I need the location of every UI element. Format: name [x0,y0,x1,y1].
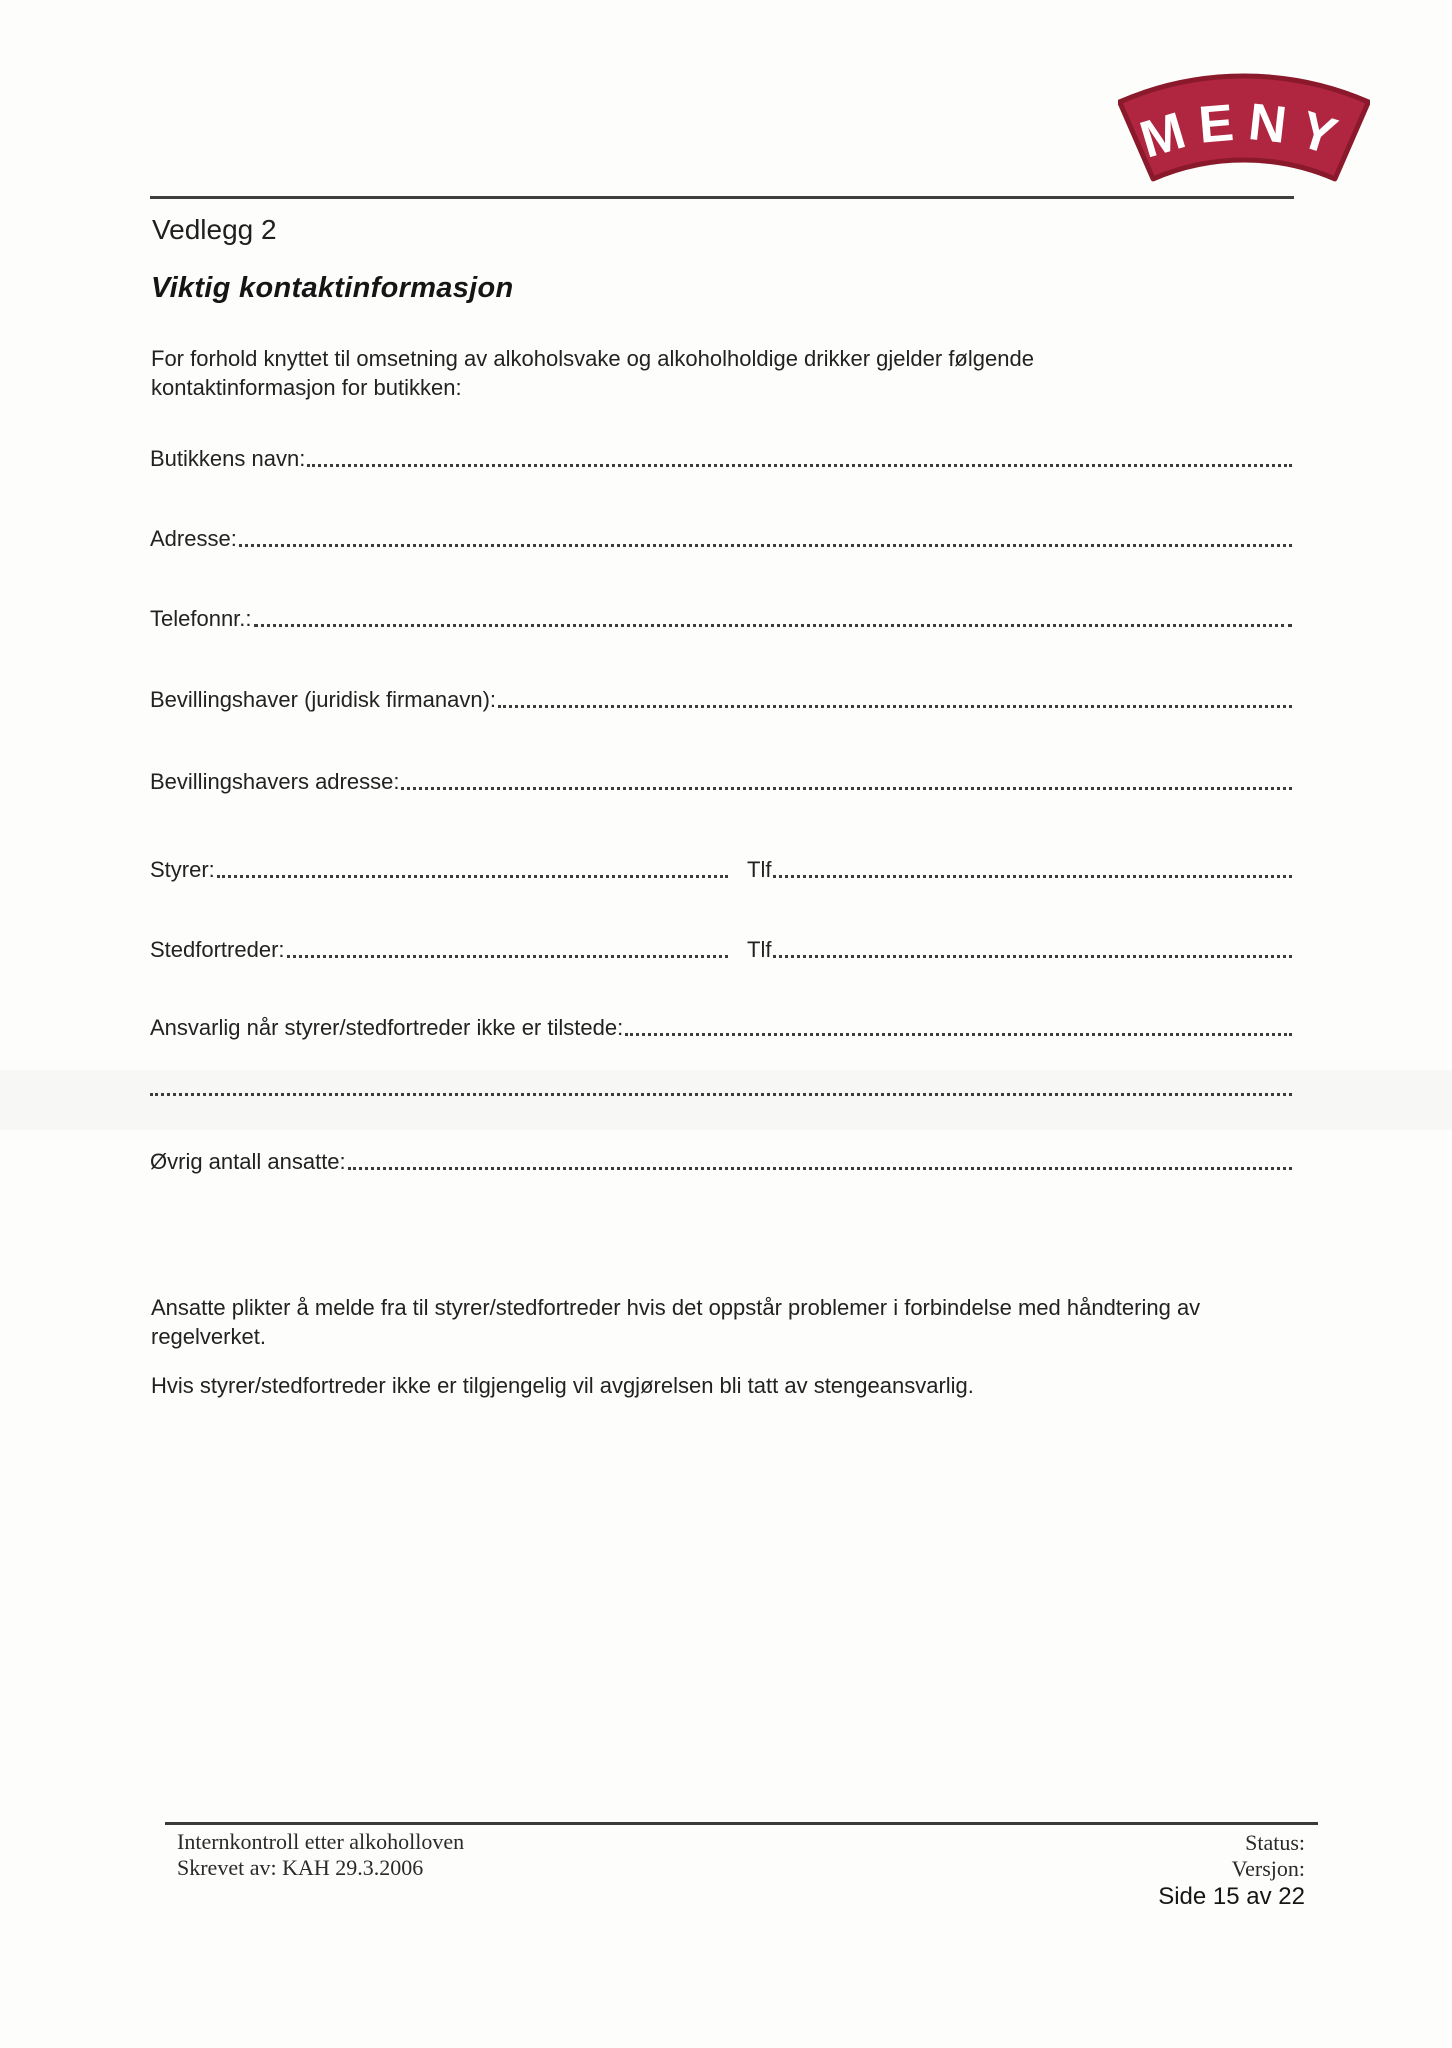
store-name-blank-line [307,464,1292,467]
attachment-label: Vedlegg 2 [152,214,277,245]
phone-blank-line [254,624,1292,627]
meny-logo [1118,70,1370,196]
field-responsible [150,1014,1292,1042]
store-name-label: Butikkens navn: [150,446,306,471]
deputy-phone-blank-line [773,955,1292,958]
deputy-blank-line [287,955,728,958]
manager-label: Styrer: [150,857,215,882]
field-deputy [150,936,1292,964]
header-rule [150,196,1294,199]
manager-phone-label: Tlf [747,857,772,882]
phone-label: Telefonnr.: [150,606,252,631]
note-employees-duty-line-1: Ansatte plikter å melde fra til styrer/stedfortreder hvis det oppstår problemer i forbindelse med håndtering av [151,1295,1201,1320]
field-manager [150,856,1292,884]
licensee-address-label: Bevillingshavers adresse: [150,769,400,794]
intro-line-1: For forhold knyttet til omsetning av alkoholsvake og alkoholholdige drikker gjelder følgende [151,346,1034,371]
field-licensee-address [150,768,1292,796]
page-indicator: Side 15 av 22 [1158,1883,1305,1910]
note-closing-responsible: Hvis styrer/stedfortreder ikke er tilgjengelig vil avgjørelsen bli tatt av stengeansvarlig. [151,1373,974,1398]
responsible-blank-line [625,1033,1292,1036]
deputy-label: Stedfortreder: [150,937,285,962]
page-title: Viktig kontaktinformasjon [151,272,514,304]
other-employees-label: Øvrig antall ansatte: [150,1149,346,1174]
deputy-part [150,936,728,964]
licensee-label: Bevillingshaver (juridisk firmanavn): [150,687,497,712]
footer-written-by: Skrevet av: KAH 29.3.2006 [177,1855,424,1880]
licensee-address-blank-line [401,787,1292,790]
address-blank-line [239,544,1292,547]
footer-right [1158,1830,1305,1910]
intro-line-2: kontaktinformasjon for butikken: [151,375,462,400]
field-phone [150,605,1292,633]
footer-status-label: Status: [1245,1830,1305,1855]
footer-left [177,1829,464,1881]
footer-version-label: Versjon: [1231,1856,1305,1881]
responsible-label: Ansvarlig når styrer/stedfortreder ikke er tilstede: [150,1015,624,1040]
field-store-name [150,445,1292,473]
licensee-blank-line [498,705,1292,708]
field-licensee [150,686,1292,714]
meny-logo-text: MENY [1133,93,1355,170]
meny-logo-icon [1118,70,1370,196]
manager-part [150,856,728,884]
footer-rule [165,1822,1318,1825]
manager-phone-blank-line [773,875,1292,878]
responsible-continuation-line [150,1079,1292,1096]
manager-blank-line [217,875,728,878]
intro-paragraph [151,344,1034,402]
other-employees-blank-line [348,1167,1292,1170]
field-other-employees [150,1148,1292,1176]
note-employees-duty [151,1293,1200,1351]
deputy-phone-label: Tlf [747,937,772,962]
note-employees-duty-line-2: regelverket. [151,1324,266,1349]
field-address [150,525,1292,553]
address-label: Adresse: [150,526,237,551]
footer-doc-title: Internkontroll etter alkoholloven [177,1829,465,1854]
